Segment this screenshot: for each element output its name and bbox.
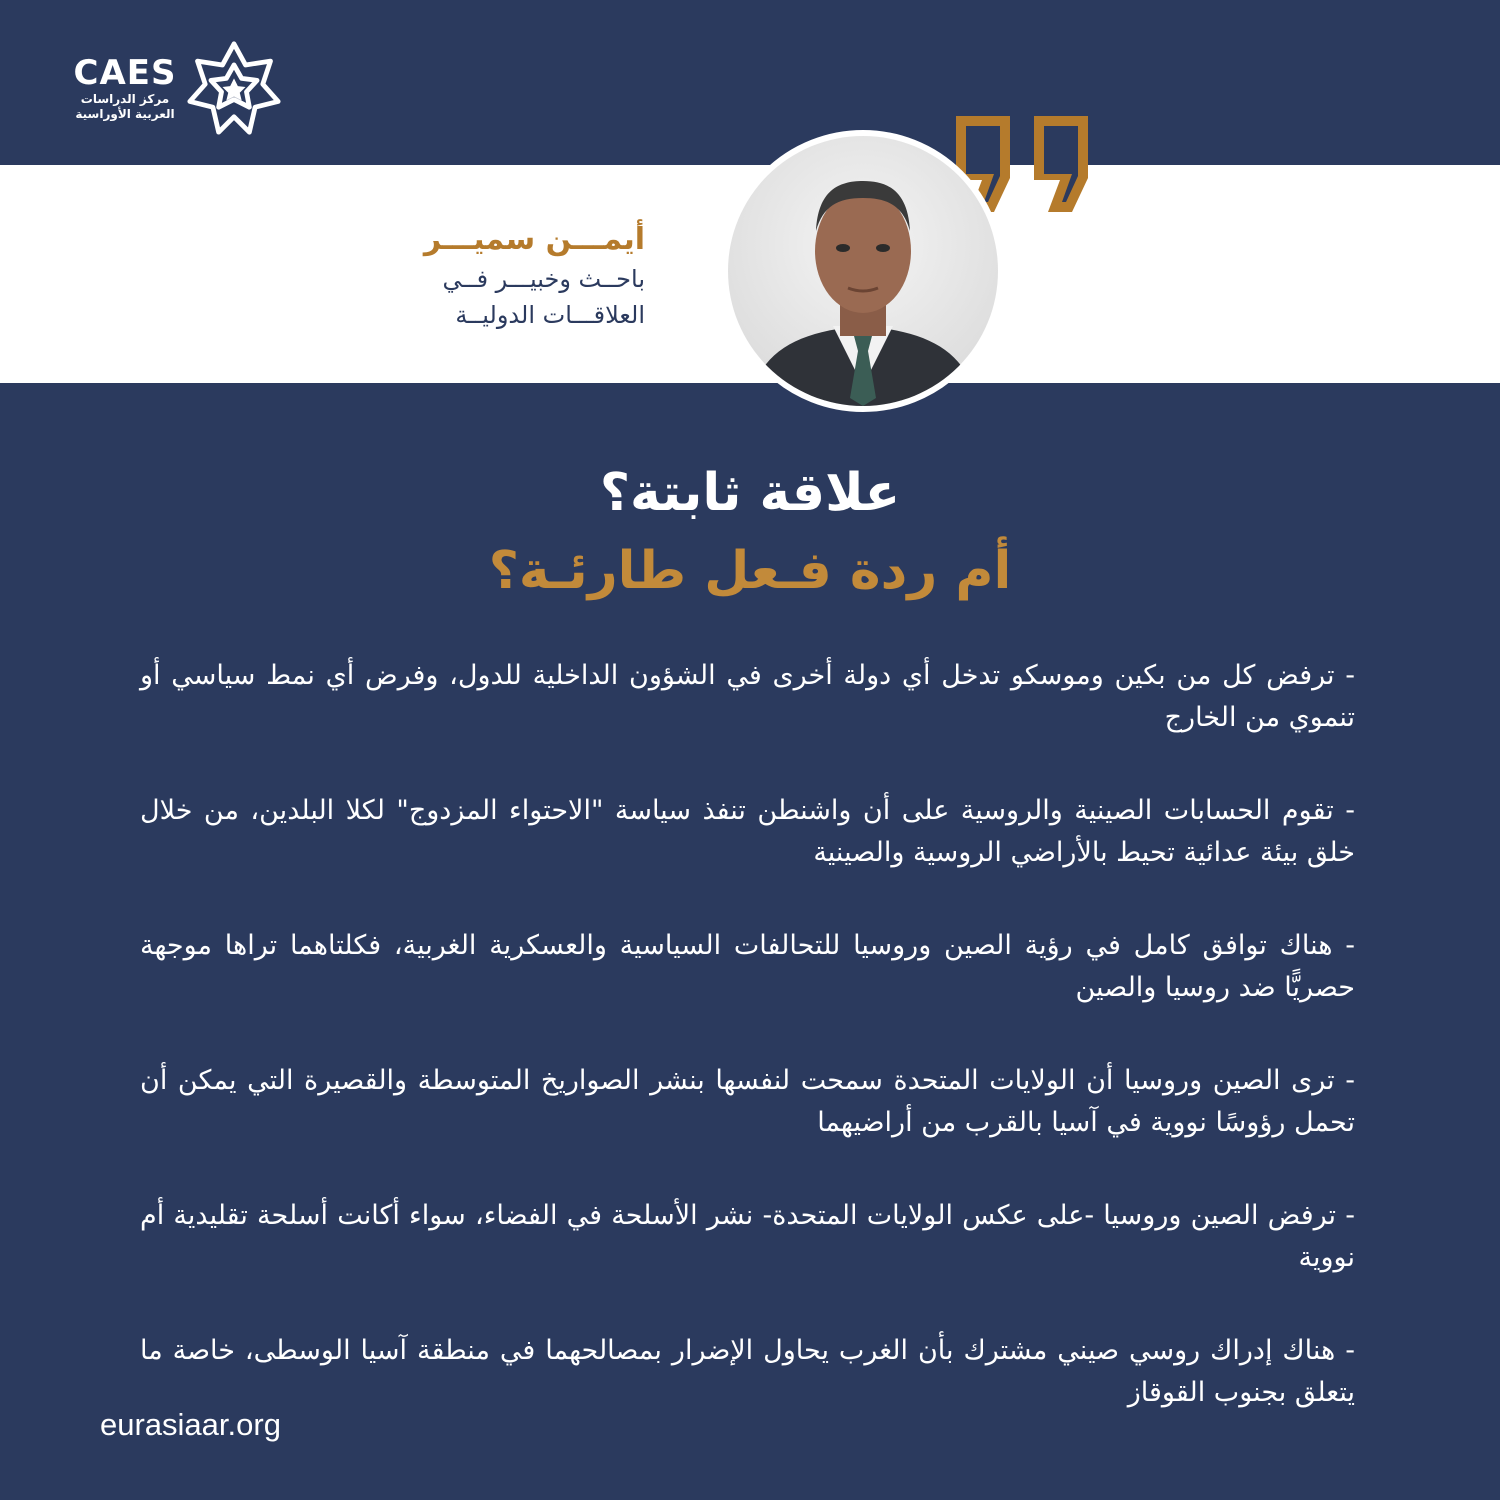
author-info	[285, 220, 645, 332]
key-points-list	[140, 655, 1355, 1465]
key-point: - ترى الصين وروسيا أن الولايات المتحدة سمحت لنفسها بنشر الصواريخ المتوسطة والقصيرة التي يمكن أن تحمل رؤوسًا نووية في آسيا بالقرب من أراضيهما	[140, 1065, 1355, 1138]
headline-line-2: أم ردة فـعل طارئـة؟	[488, 541, 1012, 601]
key-point: - هناك توافق كامل في رؤية الصين وروسيا للتحالفات السياسية والعسكرية الغربية، فكلتاهما تراها موجهة حصريًّا ضد روسيا والصين	[140, 930, 1355, 1003]
key-point: - ترفض الصين وروسيا -على عكس الولايات المتحدة- نشر الأسلحة في الفضاء، سواء أكانت أسلحة تقليدية أم نووية	[140, 1200, 1355, 1273]
author-name: أيمـــن سميـــر	[423, 222, 645, 257]
website-link[interactable]: eurasiaar.org	[100, 1407, 281, 1442]
star-logo-icon	[186, 40, 282, 136]
key-point: - هناك إدراك روسي صيني مشترك بأن الغرب يحاول الإضرار بمصالحهما في منطقة آسيا الوسطى، خاصة ما يتعلق بجنوب القوقاز	[140, 1335, 1355, 1408]
key-point: - تقوم الحسابات الصينية والروسية على أن واشنطن تنفذ سياسة "الاحتواء المزدوج" لكلا البلدين، من خلال خلق بيئة عدائية تحيط بالأراضي الروسية والصينية	[140, 795, 1355, 868]
logo-text	[70, 54, 180, 122]
logo-line-1: مركز الدراسات	[80, 92, 170, 106]
headline-line-1: علاقة ثابتة؟	[599, 463, 901, 523]
author-role-line-1: باحــث وخبيـــر فــي	[442, 265, 645, 293]
logo-acronym: CAES	[73, 53, 177, 93]
author-role-line-2: العلاقـــات الدوليــة	[455, 301, 645, 329]
author-photo	[722, 130, 1004, 412]
caes-logo	[70, 38, 290, 138]
logo-line-2: العربية الأوراسية	[75, 107, 175, 121]
headline	[0, 455, 1500, 611]
key-point: - ترفض كل من بكين وموسكو تدخل أي دولة أخرى في الشؤون الداخلية للدول، وفرض أي نمط سياسي أو تنموي من الخارج	[140, 660, 1355, 733]
